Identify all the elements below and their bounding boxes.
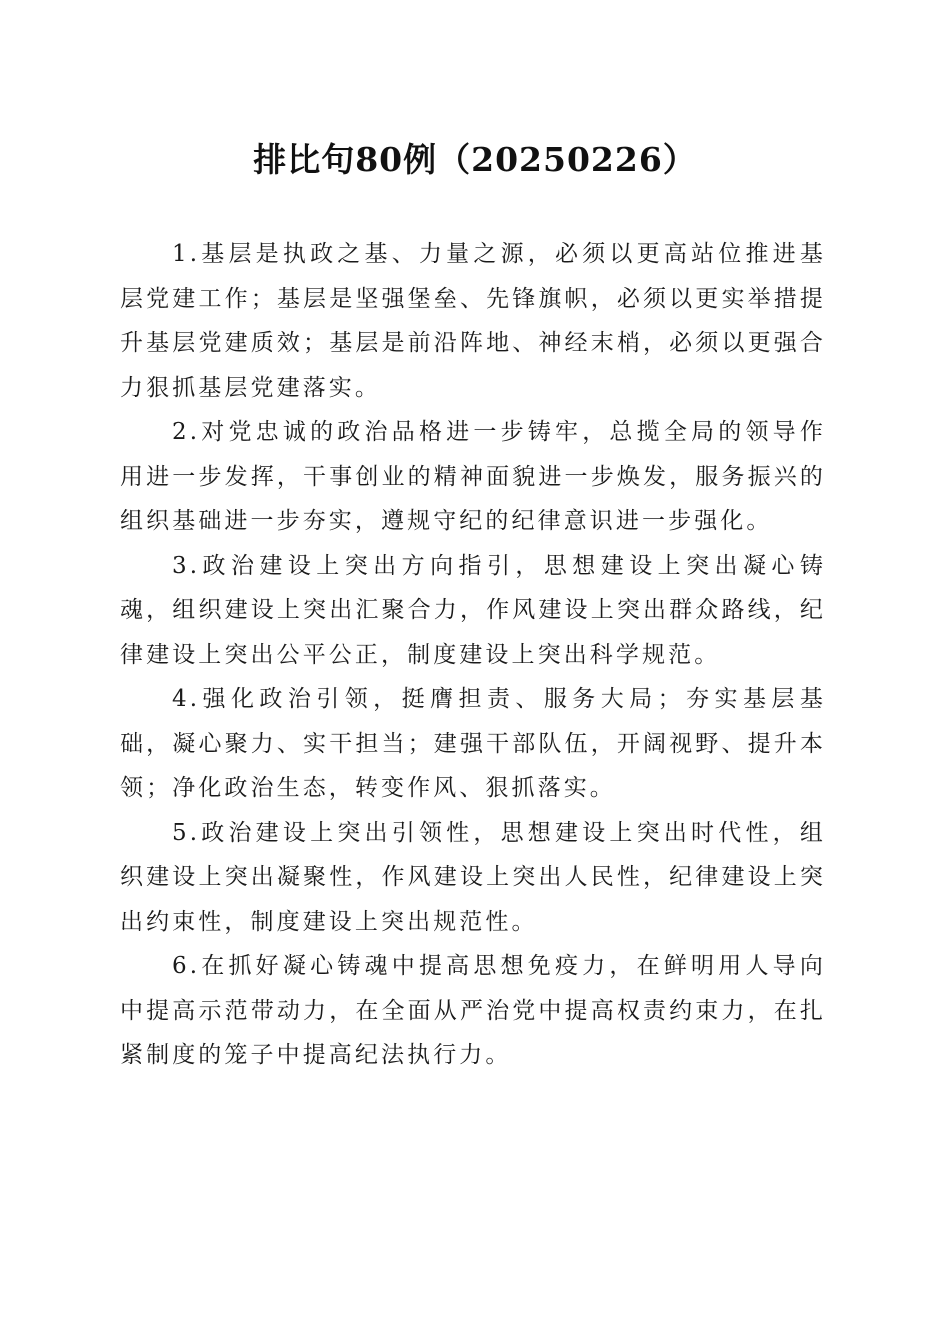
- paragraph-2: 2.对党忠诚的政治品格进一步铸牢，总揽全局的领导作用进一步发挥，干事创业的精神面貌进一步焕发，服务振兴的组织基础进一步夯实，遵规守纪的纪律意识进一步强化。: [120, 419, 826, 534]
- paragraph-4: 4.强化政治引领，挺膺担责、服务大局；夯实基层基础，凝心聚力、实干担当；建强干部队伍，开阔视野、提升本领；净化政治生态，转变作风、狠抓落实。: [120, 686, 826, 801]
- paragraph-5: 5.政治建设上突出引领性，思想建设上突出时代性，组织建设上突出凝聚性，作风建设上突出人民性，纪律建设上突出约束性，制度建设上突出规范性。: [120, 819, 826, 935]
- paragraph-6: 6.在抓好凝心铸魂中提高思想免疫力，在鲜明用人导向中提高示范带动力，在全面从严治党中提高权责约束力，在扎紧制度的笼子中提高纪法执行力。: [120, 953, 826, 1068]
- paragraph-1: 1.基层是执政之基、力量之源，必须以更高站位推进基层党建工作；基层是坚强堡垒、先锋旗帜，必须以更实举措提升基层党建质效；基层是前沿阵地、神经末梢，必须以更强合力狠抓基层党建落实。: [120, 241, 826, 401]
- paragraph-3: 3.政治建设上突出方向指引，思想建设上突出凝心铸魂，组织建设上突出汇聚合力，作风建设上突出群众路线，纪律建设上突出公平公正，制度建设上突出科学规范。: [120, 552, 826, 668]
- document-body: [120, 232, 826, 1078]
- document-title: 排比句80例（20250226）: [253, 140, 697, 179]
